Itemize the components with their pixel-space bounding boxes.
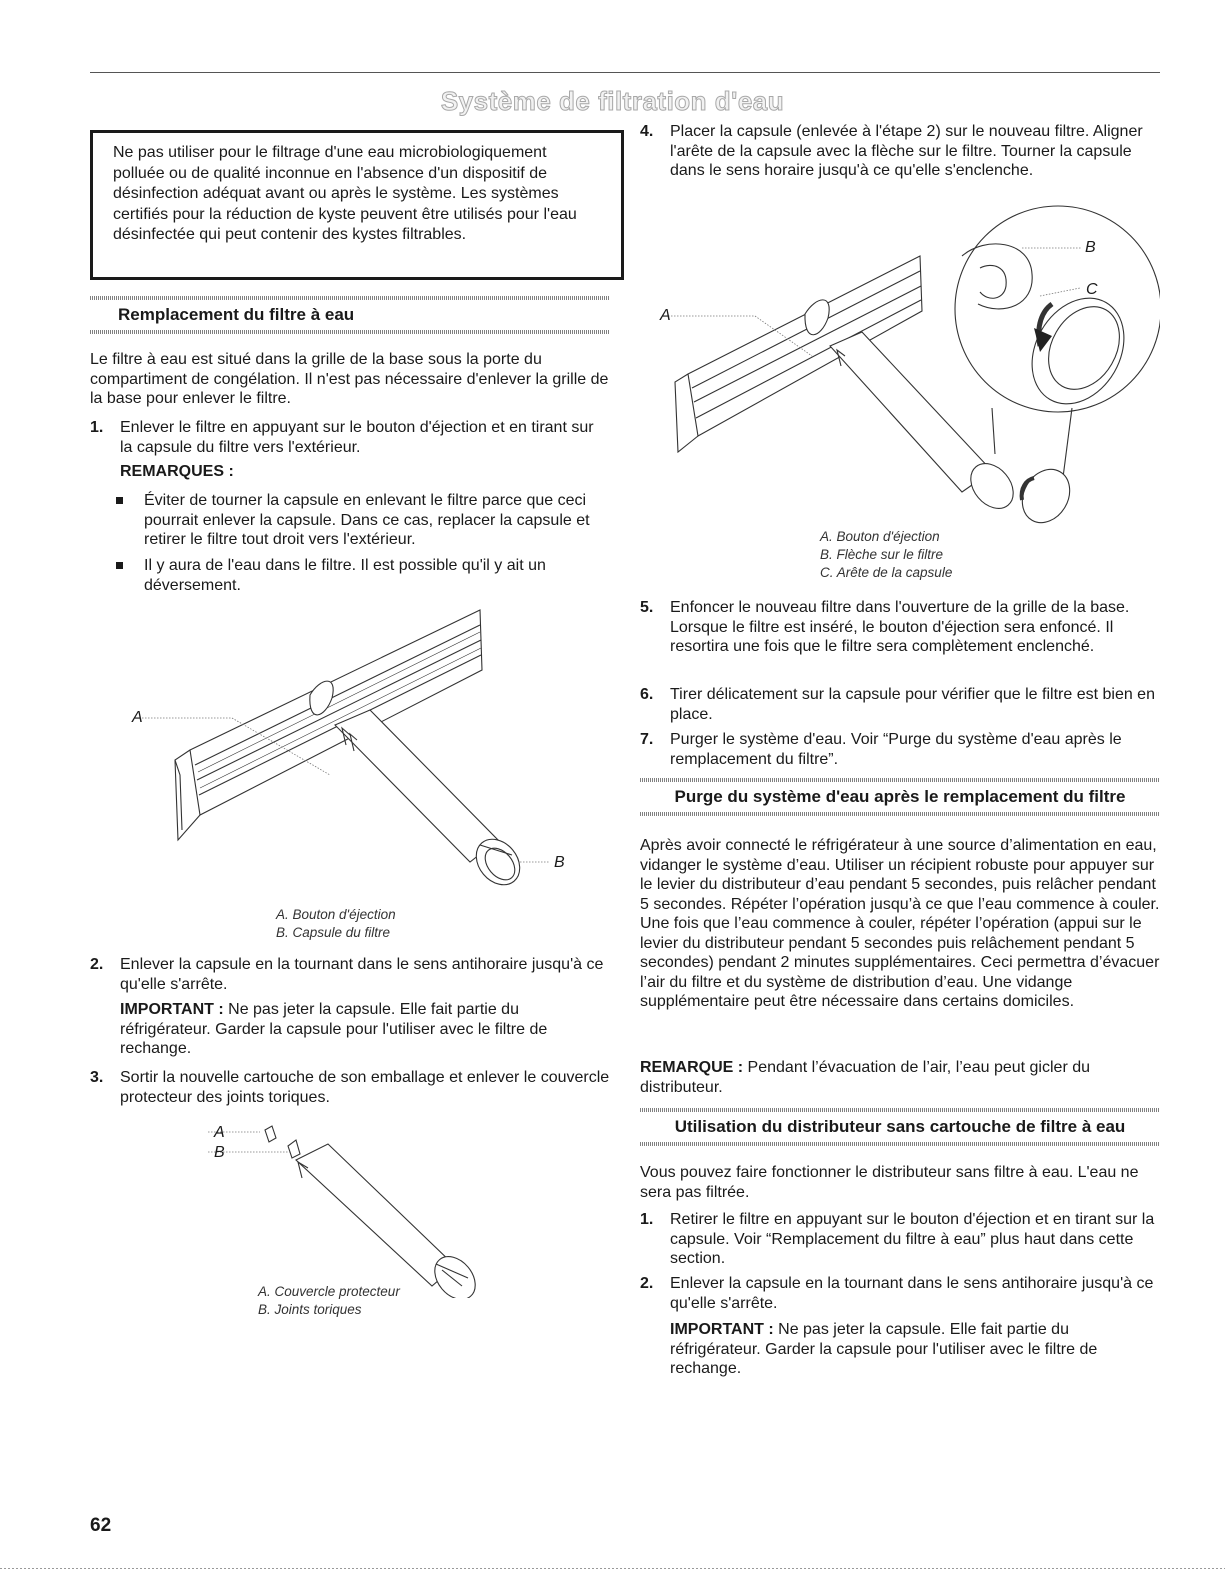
important-text: Ne pas jeter la capsule. Elle fait partie du réfrigérateur. Garder la capsule pour l'utiliser avec le filtre de rechange. [120,1001,548,1057]
step-4 [640,122,1160,181]
step-text: Enlever la capsule en la tournant dans le sens antihoraire jusqu'à ce qu'elle s'arrête. [120,956,604,993]
step-text: Enlever le filtre en appuyant sur le bouton d'éjection et en tirant sur la capsule du filtre vers l'extérieur. [120,419,594,456]
dotted-rule [90,330,610,334]
step-number: 3. [90,1069,104,1086]
bullet-square-icon [116,497,123,504]
figure-label-a: A [214,1124,225,1141]
caption-line: A. Bouton d'éjection [276,907,396,922]
important-note [670,1320,1160,1379]
important-label: IMPORTANT : [120,1001,224,1018]
bullet-item [112,556,610,595]
section-heading-no-filter [640,1108,1160,1146]
purge-note [640,1058,1160,1097]
step-number: 1. [90,419,104,436]
dotted-rule [90,296,610,300]
filter-removal-illustration [120,600,590,900]
step-2 [90,955,610,994]
figure-label-a: A [660,307,671,324]
step-text: Sortir la nouvelle cartouche de son emballage et enlever le couvercle protecteur des joints toriques. [120,1069,610,1106]
notes-label: REMARQUES : [120,463,234,480]
step-number: 5. [640,599,654,616]
step-text: Enfoncer le nouveau filtre dans l'ouverture de la grille de la base. Lorsque le filtre est inséré, le bouton d'éjection sera enfoncé. Il resortira une fois que le filtre sera complètement enclenché. [670,599,1130,655]
step-1 [640,1210,1160,1269]
dotted-rule [640,1108,1160,1112]
important-note [120,1000,610,1059]
step-number: 2. [90,956,104,973]
top-rule [90,72,1160,73]
capsule-installation-illustration [640,196,1160,536]
dotted-rule [640,778,1160,782]
caption-line: B. Flèche sur le filtre [820,547,944,562]
section-heading-replacement [90,296,610,334]
dotted-rule [640,1142,1160,1146]
step-text: Purger le système d'eau. Voir “Purge du système d'eau après le remplacement du filtre”. [670,731,1122,768]
step-7 [640,730,1160,769]
figure-label-b: B [554,854,565,871]
section-title: Remplacement du filtre à eau [118,305,355,324]
bullet-square-icon [116,562,123,569]
bullet-text: Éviter de tourner la capsule en enlevant le filtre parce que ceci pourrait enlever la capsule. Dans ce cas, replacer la capsule et retirer le filtre tout droit vers l'extérieur. [144,492,590,548]
section-title: Utilisation du distributeur sans cartouche de filtre à eau [674,1117,1126,1136]
intro-paragraph: Le filtre à eau est situé dans la grille de la base sous la porte du compartiment de congélation. Il n'est pas nécessaire d'enlever la grille de la base pour enlever le filtre. [90,351,609,407]
figure-caption [276,906,396,942]
figure-label-b: B [1085,239,1096,256]
step-number: 1. [640,1211,654,1228]
bullet-item [112,491,610,550]
note-text: Pendant l’évacuation de l’air, l’eau peut gicler du distributeur. [640,1059,1091,1096]
new-cartridge-illustration [200,1118,500,1298]
caption-line: B. Capsule du filtre [276,925,391,940]
figure-caption [820,528,952,582]
bottom-rule [0,1568,1225,1569]
step-number: 6. [640,686,654,703]
caption-line: A. Couvercle protecteur [258,1284,400,1299]
step-3 [90,1068,610,1107]
step-number: 2. [640,1275,654,1292]
purge-paragraph: Après avoir connecté le réfrigérateur à une source d’alimentation en eau, vidanger le système d’eau. Utiliser un récipient robuste pour appuyer sur le levier du distributeur d’eau pendant 5 secondes, puis relâcher pendant 5 secondes. Répéter l’opération jusqu’à ce que l’eau commence à couler. Une fois que l’eau commence à couler, répéter l’opération (appui sur le levier du distributeur pendant 5 secondes puis relâchement pendant 5 secondes) pendant 2 minutes supplémentaires. Ceci permettra d’évacuer l’air du filtre et du système de distribution d’eau. Une vidange supplémentaire peut être nécessaire dans certains domiciles. [640,837,1160,1010]
step-text: Placer la capsule (enlevée à l'étape 2) sur le nouveau filtre. Aligner l'arête de la capsule avec la flèche sur le filtre. Tourner la capsule dans le sens horaire jusqu'à ce qu'elle s'enclenche. [670,123,1143,179]
step-number: 7. [640,731,654,748]
caption-line: C. Arête de la capsule [820,565,953,580]
step-5 [640,598,1160,657]
caption-line: B. Joints toriques [258,1302,362,1317]
step-2 [640,1274,1160,1313]
page-number: 62 [90,1515,112,1536]
step-text: Retirer le filtre en appuyant sur le bouton d'éjection et en tirant sur la capsule. Voir “Remplacement du filtre à eau” plus haut dans cette section. [670,1211,1155,1267]
caption-line: A. Bouton d'éjection [820,529,940,544]
figure-label-c: C [1086,281,1098,298]
step-text: Enlever la capsule en la tournant dans le sens antihoraire jusqu'à ce qu'elle s'arrête. [670,1275,1154,1312]
section-heading-purge [640,778,1160,816]
step-text: Tirer délicatement sur la capsule pour vérifier que le filtre est bien en place. [670,686,1155,723]
step-6 [640,685,1160,724]
figure-label-b: B [214,1144,225,1161]
warning-box [90,130,624,280]
important-text: Ne pas jeter la capsule. Elle fait partie du réfrigérateur. Garder la capsule pour l'utiliser avec le filtre de rechange. [670,1321,1098,1377]
intro-paragraph: Vous pouvez faire fonctionner le distributeur sans filtre à eau. L'eau ne sera pas filtrée. [640,1164,1139,1201]
step-1 [90,418,610,457]
warning-text: Ne pas utiliser pour le filtrage d'une eau microbiologiquement polluée ou de qualité inconnue en l'absence d'un dispositif de désinfection adéquat avant ou après le système. Les systèmes certifiés pour la réduction de kyste peuvent être utilisés pour l'eau désinfectée qui peut contenir des kystes filtrables. [113,144,577,243]
dotted-rule [640,812,1160,816]
important-label: IMPORTANT : [670,1321,774,1338]
section-title: Purge du système d'eau après le remplacement du filtre [674,787,1126,806]
page-title: Système de filtration d'eau [440,86,785,116]
figure-caption [258,1283,400,1319]
note-label: REMARQUE : [640,1059,744,1076]
figure-label-a: A [132,709,143,726]
bullet-text: Il y aura de l'eau dans le filtre. Il est possible qu'il y ait un déversement. [144,557,546,594]
step-number: 4. [640,123,654,140]
